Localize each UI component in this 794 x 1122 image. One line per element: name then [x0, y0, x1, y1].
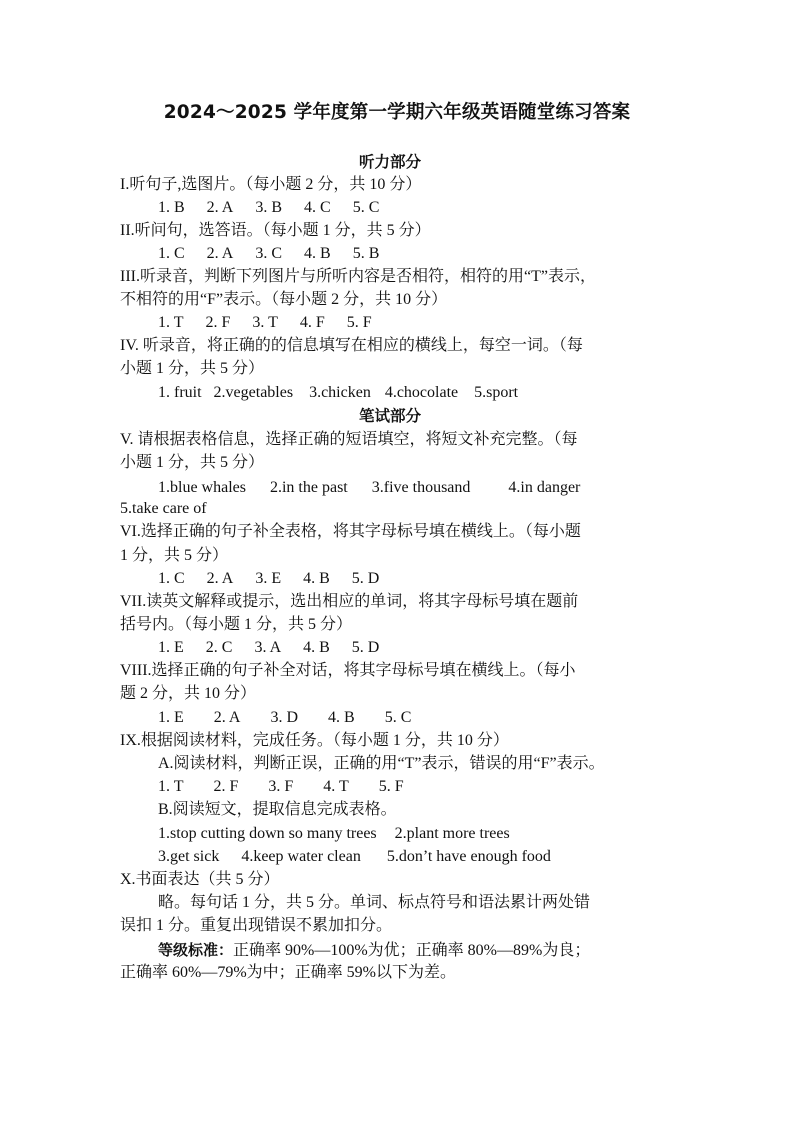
answer: 5. F — [378, 778, 404, 795]
answer: 4. B — [303, 639, 330, 656]
answer: 4.in danger — [508, 479, 581, 496]
section-9-part-b-answers-line-2 — [158, 846, 551, 868]
section-5-heading-line-1: V. 请根据表格信息，选择正确的短语填空，将短文补充完整。（每 — [120, 431, 578, 448]
section-9-part-b-answers-line-1 — [158, 823, 510, 845]
answer: 2. F — [213, 778, 239, 795]
answer: 4. T — [323, 778, 349, 795]
answer: 5. C — [384, 709, 412, 726]
section-6-heading-line-1: VI.选择正确的句子补全表格，将其字母标号填在横线上。（每小题 — [120, 523, 581, 540]
answer: 5.sport — [474, 384, 519, 401]
answer: 3.get sick — [158, 848, 220, 865]
answer: 1.blue whales — [158, 479, 246, 496]
answer: 1. C — [158, 570, 185, 587]
section-10-note-line-2: 误扣 1 分。重复出现错误不累加扣分。 — [120, 917, 393, 934]
answer: 4. B — [303, 570, 330, 587]
section-7-answers — [158, 637, 379, 659]
section-8-heading-line-2: 题 2 分，共 10 分） — [120, 685, 257, 702]
section-5-answer-5: 5.take care of — [120, 500, 207, 517]
grading-standard-line-1 — [158, 939, 590, 962]
answer: 2. A — [206, 570, 234, 587]
section-2-answers — [158, 243, 379, 265]
answer: 1. E — [158, 709, 184, 726]
section-9-heading: IX.根据阅读材料，完成任务。（每小题 1 分，共 10 分） — [120, 732, 509, 749]
section-9-part-a: A.阅读材料，判断正误，正确的用“T”表示，错误的用“F”表示。 — [158, 755, 605, 772]
answer: 3. A — [254, 639, 282, 656]
answer: 2.in the past — [269, 479, 348, 496]
answer: 1. B — [158, 199, 185, 216]
grading-standard-text: 正确率 90%—100%为优；正确率 80%—89%为良； — [233, 942, 591, 959]
section-3-heading-line-2: 不相符的用“F”表示。（每小题 2 分，共 10 分） — [120, 291, 448, 308]
section-4-heading-line-2: 小题 1 分，共 5 分） — [120, 360, 265, 377]
grading-standard-label: 等级标准： — [158, 941, 234, 959]
answer: 4. C — [304, 199, 331, 216]
page-title: 2024～2025 学年度第一学期六年级英语随堂练习答案 — [163, 102, 631, 123]
answer: 2. A — [213, 709, 241, 726]
answer: 1. fruit — [158, 384, 202, 401]
answer: 4.keep water clean — [241, 848, 361, 865]
writing-heading: 笔试部分 — [358, 407, 421, 425]
answer: 4. B — [304, 245, 331, 262]
section-7-heading-line-1: VII.读英文解释或提示，选出相应的单词，将其字母标号填在题前 — [120, 593, 579, 610]
answer: 1. E — [158, 639, 184, 656]
answer: 5. D — [351, 570, 380, 587]
section-1-answers — [158, 197, 379, 219]
section-10-heading: X.书面表达（共 5 分） — [120, 871, 280, 888]
section-5-answers — [158, 477, 580, 499]
section-6-heading-line-2: 1 分，共 5 分） — [120, 547, 229, 564]
section-8-heading-line-1: VIII.选择正确的句子补全对话，将其字母标号填在横线上。（每小 — [120, 662, 576, 679]
answer: 4.chocolate — [384, 384, 459, 401]
answer: 1. T — [158, 778, 184, 795]
section-3-answers — [158, 312, 372, 334]
answer: 1. T — [158, 314, 184, 331]
answer: 4. B — [328, 709, 355, 726]
answer: 2. A — [206, 245, 234, 262]
section-9-part-b: B.阅读短文，提取信息完成表格。 — [158, 801, 397, 818]
answer: 3. D — [270, 709, 299, 726]
answer: 5. C — [352, 199, 380, 216]
section-5-heading-line-2: 小题 1 分，共 5 分） — [120, 454, 265, 471]
answer: 5. D — [351, 639, 380, 656]
section-2-heading: II.听问句，选答语。（每小题 1 分，共 5 分） — [120, 222, 431, 239]
answer: 5.don’t have enough food — [386, 848, 551, 865]
answer: 5. F — [346, 314, 372, 331]
answer: 5. B — [352, 245, 380, 262]
section-10-note-line-1: 略。每句话 1 分，共 5 分。单词、标点符号和语法累计两处错 — [158, 894, 591, 911]
answer: 2.vegetables — [213, 384, 294, 401]
answer: 3. F — [268, 778, 294, 795]
listening-heading: 听力部分 — [358, 153, 421, 171]
section-3-heading-line-1: III.听录音，判断下列图片与所听内容是否相符，相符的用“T”表示， — [120, 268, 596, 285]
answer: 1. C — [158, 245, 185, 262]
section-6-answers — [158, 568, 379, 590]
answer: 3.chicken — [309, 384, 371, 401]
answer: 2.plant more trees — [394, 825, 510, 842]
answer: 2. C — [205, 639, 233, 656]
section-4-answers — [158, 382, 518, 404]
grading-standard-line-2: 正确率 60%—79%为中；正确率 59%以下为差。 — [120, 964, 456, 981]
answer: 3. T — [252, 314, 278, 331]
answer: 3.five thousand — [371, 479, 471, 496]
answer: 1.stop cutting down so many trees — [158, 825, 377, 842]
answer: 4. F — [299, 314, 325, 331]
answer: 3. B — [255, 199, 283, 216]
section-1-heading: I.听句子,选图片。（每小题 2 分，共 10 分） — [120, 176, 422, 193]
section-4-heading-line-1: IV. 听录音，将正确的的信息填写在相应的横线上，每空一词。（每 — [120, 337, 583, 354]
answer: 3. C — [255, 245, 283, 262]
section-7-heading-line-2: 括号内。（每小题 1 分，共 5 分） — [120, 616, 353, 633]
answer: 3. E — [255, 570, 282, 587]
answer: 2. A — [206, 199, 234, 216]
answer: 2. F — [205, 314, 231, 331]
section-9-part-a-answers — [158, 776, 404, 798]
section-8-answers — [158, 707, 411, 729]
